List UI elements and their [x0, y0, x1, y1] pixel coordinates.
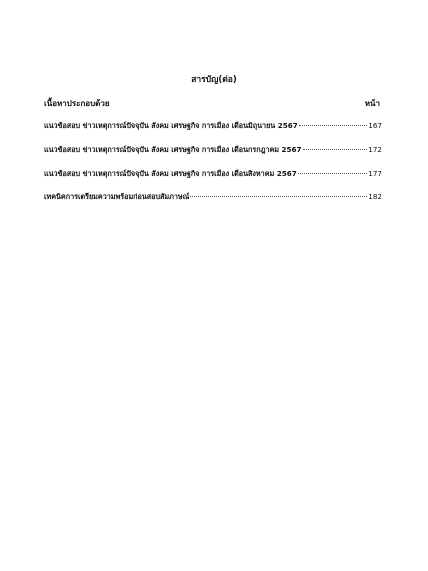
toc-entry-page: 167	[368, 121, 382, 130]
toc-header-page: หน้า	[364, 99, 380, 108]
dot-leader	[190, 196, 367, 197]
toc-entry-title: แนวข้อสอบ ข่าวเหตุการณ์ปัจจุบัน สังคม เศรษฐกิจ การเมือง เดือนสิงหาคม 2567	[44, 168, 297, 178]
dot-leader	[298, 173, 368, 174]
toc-entry-title: แนวข้อสอบ ข่าวเหตุการณ์ปัจจุบัน สังคม เศรษฐกิจ การเมือง เดือนมิถุนายน 2567	[44, 121, 298, 130]
dot-leader	[303, 149, 368, 150]
toc-entry	[44, 192, 382, 204]
toc-entry	[44, 169, 382, 181]
toc-entry-title: เทคนิคการเตรียมความพร้อมก่อนสอบสัมภาษณ์	[44, 192, 190, 202]
toc-list	[44, 121, 382, 216]
toc-entry-page: 177	[368, 168, 382, 178]
toc-entry-title: แนวข้อสอบ ข่าวเหตุการณ์ปัจจุบัน สังคม เศรษฐกิจ การเมือง เดือนกรกฎาคม 2567	[44, 144, 302, 154]
toc-entry-page: 182	[368, 192, 382, 202]
toc-header	[44, 97, 380, 110]
toc-entry-page: 172	[368, 144, 382, 154]
toc-header-contents: เนื้อหาประกอบด้วย	[44, 99, 110, 108]
toc-entry	[44, 145, 382, 157]
toc-title: สารบัญ(ต่อ)	[191, 75, 237, 85]
toc-entry	[44, 121, 382, 133]
dot-leader	[299, 125, 368, 126]
